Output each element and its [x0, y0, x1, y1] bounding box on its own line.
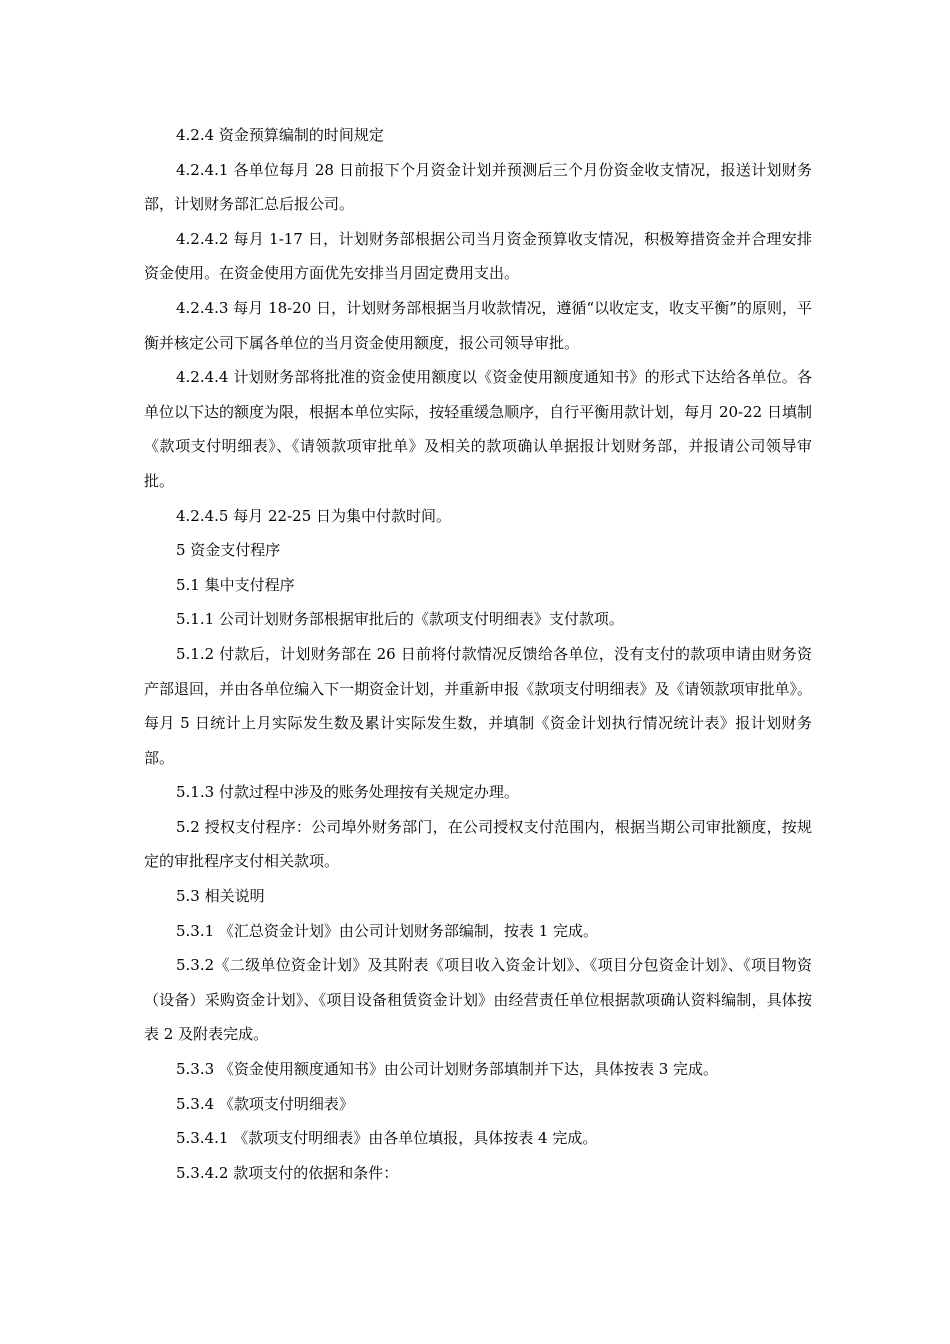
document-page	[144, 118, 812, 1190]
paragraph-5-3-4-1: 5.3.4.1 《款项支付明细表》由各单位填报，具体按表 4 完成。	[176, 1129, 598, 1148]
section-5-3-heading: 5.3 相关说明	[176, 887, 265, 906]
paragraph-4-2-4-5: 4.2.4.5 每月 22-25 日为集中付款时间。	[176, 506, 452, 525]
paragraph-4-2-4-1: 4.2.4.1 各单位每月 28 日前报下个月资金计划并预测后三个月份资金收支情况，报送计划财务部，计划财务部汇总后报公司。	[144, 160, 812, 214]
paragraph-4-2-4-heading: 4.2.4 资金预算编制的时间规定	[176, 126, 384, 144]
paragraph-4-2-4-2: 4.2.4.2 每月 1-17 日，计划财务部根据公司当月资金预算收支情况，积极筹措资金并合理安排资金使用。在资金使用方面优先安排当月固定费用支出。	[144, 229, 812, 283]
paragraph-5-2: 5.2 授权支付程序：公司埠外财务部门，在公司授权支付范围内，根据当期公司审批额度，按规定的审批程序支付相关款项。	[144, 817, 812, 871]
paragraph-5-3-2: 5.3.2《二级单位资金计划》及其附表《项目收入资金计划》、《项目分包资金计划》、《项目物资（设备）采购资金计划》、《项目设备租赁资金计划》由经营责任单位根据款项确认资料编制，具体按表 2 及附表完成。	[144, 956, 812, 1044]
section-5-1-heading: 5.1 集中支付程序	[176, 575, 295, 594]
paragraph-5-1-2: 5.1.2 付款后，计划财务部在 26 日前将付款情况反馈给各单位，没有支付的款项申请由财务资产部退回，并由各单位编入下一期资金计划，并重新申报《款项支付明细表》及《请领款项审批单》。每月 5 日统计上月实际发生数及累计实际发生数，并填制《资金计划执行情况统计表》报计划财务部。	[144, 644, 812, 767]
paragraph-5-3-4-heading: 5.3.4 《款项支付明细表》	[176, 1094, 354, 1113]
paragraph-5-3-3: 5.3.3 《资金使用额度通知书》由公司计划财务部填制并下达，具体按表 3 完成。	[176, 1060, 719, 1079]
paragraph-4-2-4-4: 4.2.4.4 计划财务部将批准的资金使用额度以《资金使用额度通知书》的形式下达给各单位。各单位以下达的额度为限，根据本单位实际，按轻重缓急顺序，自行平衡用款计划，每月 20-22 日填制《款项支付明细表》、《请领款项审批单》及相关的款项确认单据报计划财务部，并报请公司领导审批。	[144, 368, 812, 490]
paragraph-5-1-3: 5.1.3 付款过程中涉及的账务处理按有关规定办理。	[176, 783, 519, 802]
section-5-heading: 5 资金支付程序	[176, 541, 281, 560]
paragraph-5-3-1: 5.3.1 《汇总资金计划》由公司计划财务部编制，按表 1 完成。	[176, 921, 599, 940]
paragraph-5-1-1: 5.1.1 公司计划财务部根据审批后的《款项支付明细表》支付款项。	[176, 610, 624, 629]
paragraph-4-2-4-3: 4.2.4.3 每月 18-20 日，计划财务部根据当月收款情况，遵循“以收定支，收支平衡”的原则，平衡并核定公司下属各单位的当月资金使用额度，报公司领导审批。	[144, 298, 812, 352]
paragraph-5-3-4-2: 5.3.4.2 款项支付的依据和条件：	[176, 1163, 399, 1182]
